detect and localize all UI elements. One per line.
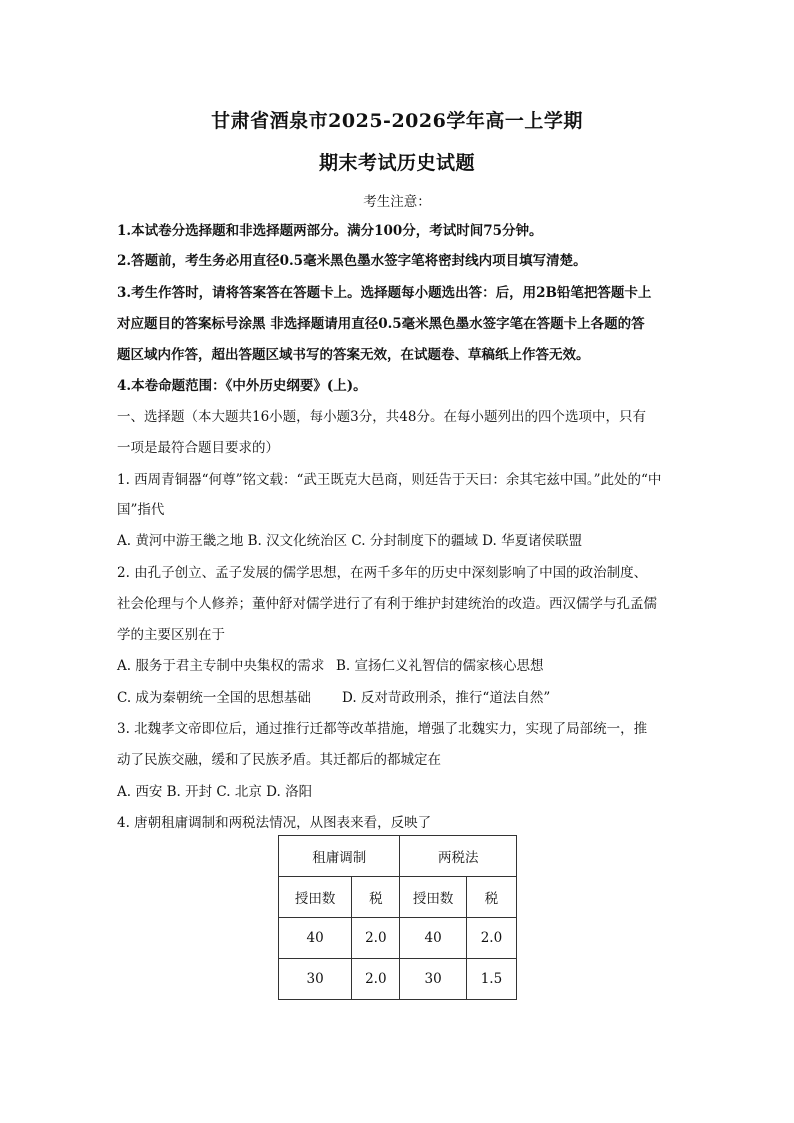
notice-item-3-line1: 3.考生作答时，请将答案答在答题卡上。选择题每小题选出答：后，用2B铅笔把答题卡上 [117, 285, 652, 301]
table-group-header: 租庸调制 [279, 836, 400, 877]
table-row [279, 918, 517, 959]
table-cell: 40 [400, 918, 466, 959]
exam-title-line1: 甘肃省酒泉市2025-2026学年高一上学期 [211, 110, 583, 132]
q2-stem-line3: 学的主要区别在于 [117, 627, 225, 643]
notice-item-3-line3: 题区域内作答，超出答题区域书写的答案无效，在试题卷、草稿纸上作答无效。 [117, 347, 590, 363]
table-column-header: 税 [466, 877, 516, 918]
q2-option-c: C. 成为秦朝统一全国的思想基础 [117, 690, 311, 706]
table-cell: 2.0 [352, 959, 400, 1000]
q2-option-b: B. 宣扬仁义礼智信的儒家核心思想 [336, 658, 544, 674]
q4-stem-line1: 4. 唐朝租庸调制和两税法情况，从图表来看，反映了 [117, 815, 432, 831]
q1-options: A. 黄河中游王畿之地 B. 汉文化统治区 C. 分封制度下的疆域 D. 华夏诸侯联盟 [117, 533, 583, 549]
table-column-header: 授田数 [400, 877, 466, 918]
exam-title-line2: 期末考试历史试题 [318, 152, 475, 174]
q2-stem-line1: 2. 由孔子创立、孟子发展的儒学思想，在两千多年的历史中深刻影响了中国的政治制度、 [117, 565, 648, 581]
q2-option-d: D. 反对苛政刑杀，推行“道法自然” [342, 690, 551, 706]
table-subheader-row [279, 877, 517, 918]
table-cell: 1.5 [466, 959, 516, 1000]
tax-system-table [278, 835, 517, 1000]
q3-options: A. 西安 B. 开封 C. 北京 D. 洛阳 [117, 784, 313, 800]
table-column-header: 授田数 [279, 877, 352, 918]
table-cell: 30 [279, 959, 352, 1000]
table-column-header: 税 [352, 877, 400, 918]
q3-stem-line1: 3. 北魏孝文帝即位后，通过推行迁都等改革措施，增强了北魏实力，实现了局部统一，推 [117, 721, 648, 737]
notice-item-4: 4.本卷命题范围：《中外历史纲要》(上)。 [117, 378, 367, 394]
table-cell: 40 [279, 918, 352, 959]
q3-stem-line2: 动了民族交融，缓和了民族矛盾。其迁都后的都城定在 [117, 752, 441, 768]
q2-option-a: A. 服务于君主专制中央集权的需求 [117, 658, 325, 674]
q1-stem-line2: 国”指代 [117, 502, 165, 518]
notice-item-2: 2.答题前，考生务必用直径0.5毫米黑色墨水签字笔将密封线内项目填写清楚。 [117, 253, 587, 269]
section1-intro-line2: 一项是最符合题目要求的） [117, 440, 279, 456]
notice-item-3-line2: 对应题目的答案标号涂黑 非选择题请用直径0.5毫米黑色墨水签字笔在答题卡上各题的答 [117, 316, 645, 332]
table-cell: 30 [400, 959, 466, 1000]
section1-intro-line1: 一、选择题（本大题共16小题，每小题3分，共48分。在每小题列出的四个选项中，只有 [117, 409, 646, 425]
q2-stem-line2: 社会伦理与个人修养；董仲舒对儒学进行了有利于维护封建统治的改造。西汉儒学与孔孟儒 [117, 596, 657, 612]
notice-item-1: 1.本试卷分选择题和非选择题两部分。满分100分，考试时间75分钟。 [117, 223, 543, 239]
table-group-header: 两税法 [400, 836, 517, 877]
table-cell: 2.0 [466, 918, 516, 959]
notice-heading: 考生注意： [363, 194, 431, 210]
table-cell: 2.0 [352, 918, 400, 959]
q1-stem-line1: 1. 西周青铜器“何尊”铭文载：“武王既克大邑商，则廷告于天曰：余其宅兹中国。”此处的“中 [117, 472, 662, 488]
table-header-row [279, 836, 517, 877]
table-row [279, 959, 517, 1000]
